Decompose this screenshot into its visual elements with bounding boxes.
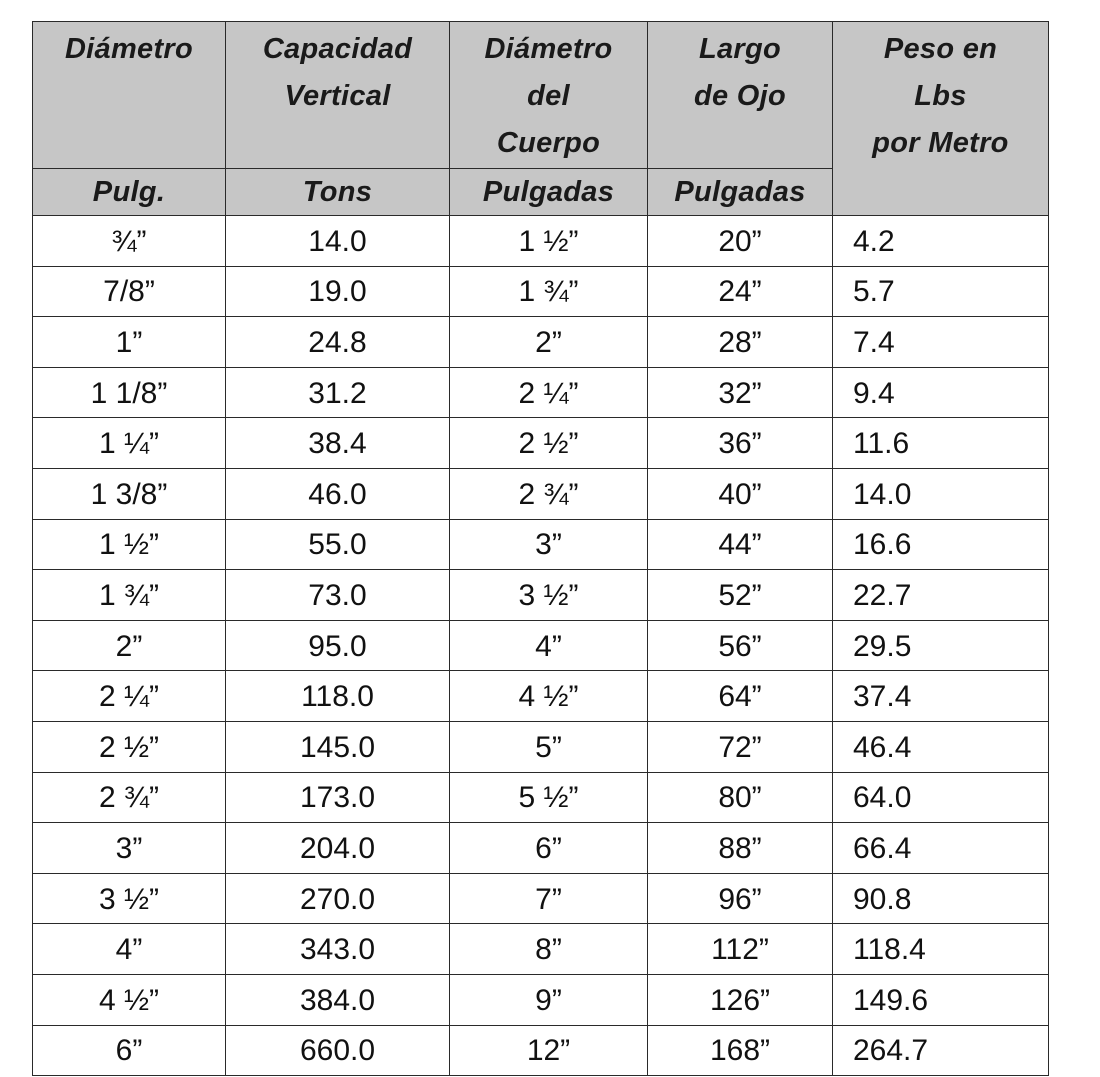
- header-body-diameter: [450, 22, 648, 169]
- cell-diameter: 2 ¼”: [33, 671, 226, 722]
- table-row: [33, 317, 1049, 368]
- header-weight-line: Peso en: [883, 33, 998, 65]
- cell-body-diameter: 2 ¾”: [450, 468, 648, 519]
- cell-diameter: ¾”: [33, 216, 226, 267]
- table-row: [33, 823, 1049, 874]
- cell-weight: 14.0: [833, 468, 1049, 519]
- cell-body-diameter: 4 ½”: [450, 671, 648, 722]
- header-eye-length-line: Largo: [698, 33, 782, 65]
- cell-diameter: 4 ½”: [33, 974, 226, 1025]
- cell-diameter: 4”: [33, 924, 226, 975]
- cell-body-diameter: 2”: [450, 317, 648, 368]
- cell-body-diameter: 9”: [450, 974, 648, 1025]
- header-row-titles: [33, 22, 1049, 169]
- cell-body-diameter: 1 ½”: [450, 216, 648, 267]
- cell-weight: 9.4: [833, 367, 1049, 418]
- cell-capacity: 46.0: [226, 468, 450, 519]
- header-body-diameter-line: Cuerpo: [496, 127, 601, 159]
- cell-capacity: 173.0: [226, 772, 450, 823]
- cell-weight: 7.4: [833, 317, 1049, 368]
- cell-diameter: 7/8”: [33, 266, 226, 317]
- cell-body-diameter: 12”: [450, 1025, 648, 1076]
- header-weight: [833, 22, 1049, 216]
- cell-body-diameter: 2 ¼”: [450, 367, 648, 418]
- header-capacity-line: Vertical: [284, 80, 391, 112]
- table-row: [33, 519, 1049, 570]
- cell-weight: 66.4: [833, 823, 1049, 874]
- table-row: [33, 418, 1049, 469]
- cell-diameter: 2 ½”: [33, 721, 226, 772]
- cell-weight: 64.0: [833, 772, 1049, 823]
- cell-diameter: 1 1/8”: [33, 367, 226, 418]
- cell-diameter: 1 3/8”: [33, 468, 226, 519]
- cell-body-diameter: 3 ½”: [450, 570, 648, 621]
- cell-capacity: 660.0: [226, 1025, 450, 1076]
- header-eye-length-line: de Ojo: [693, 80, 787, 112]
- cell-body-diameter: 5”: [450, 721, 648, 772]
- table-row: [33, 570, 1049, 621]
- cell-capacity: 384.0: [226, 974, 450, 1025]
- cell-weight: 22.7: [833, 570, 1049, 621]
- cell-body-diameter: 1 ¾”: [450, 266, 648, 317]
- cell-capacity: 73.0: [226, 570, 450, 621]
- cell-capacity: 31.2: [226, 367, 450, 418]
- cell-body-diameter: 6”: [450, 823, 648, 874]
- table-row: [33, 1025, 1049, 1076]
- cell-eye-length: 72”: [648, 721, 833, 772]
- sling-spec-table: [32, 21, 1049, 1076]
- cell-eye-length: 52”: [648, 570, 833, 621]
- cell-body-diameter: 7”: [450, 873, 648, 924]
- cell-diameter: 2 ¾”: [33, 772, 226, 823]
- header-capacity: [226, 22, 450, 169]
- table-row: [33, 974, 1049, 1025]
- cell-eye-length: 112”: [648, 924, 833, 975]
- cell-eye-length: 36”: [648, 418, 833, 469]
- cell-eye-length: 56”: [648, 620, 833, 671]
- cell-diameter: 6”: [33, 1025, 226, 1076]
- table-row: [33, 216, 1049, 267]
- cell-diameter: 2”: [33, 620, 226, 671]
- cell-weight: 11.6: [833, 418, 1049, 469]
- table-header: [33, 22, 1049, 216]
- cell-eye-length: 44”: [648, 519, 833, 570]
- cell-eye-length: 168”: [648, 1025, 833, 1076]
- cell-body-diameter: 4”: [450, 620, 648, 671]
- cell-eye-length: 28”: [648, 317, 833, 368]
- header-body-diameter-line: del: [527, 80, 570, 112]
- cell-weight: 16.6: [833, 519, 1049, 570]
- cell-capacity: 343.0: [226, 924, 450, 975]
- cell-weight: 90.8: [833, 873, 1049, 924]
- cell-capacity: 270.0: [226, 873, 450, 924]
- unit-body-diameter: Pulgadas: [450, 169, 648, 216]
- unit-eye-length: Pulgadas: [648, 169, 833, 216]
- header-weight-line: Lbs: [914, 80, 967, 112]
- cell-eye-length: 32”: [648, 367, 833, 418]
- header-diameter-line: Diámetro: [64, 33, 194, 65]
- cell-eye-length: 24”: [648, 266, 833, 317]
- table-row: [33, 620, 1049, 671]
- cell-eye-length: 96”: [648, 873, 833, 924]
- cell-diameter: 1 ½”: [33, 519, 226, 570]
- cell-eye-length: 80”: [648, 772, 833, 823]
- header-weight-line: por Metro: [872, 127, 1009, 159]
- cell-capacity: 145.0: [226, 721, 450, 772]
- table-row: [33, 671, 1049, 722]
- cell-diameter: 3”: [33, 823, 226, 874]
- table-row: [33, 924, 1049, 975]
- cell-eye-length: 20”: [648, 216, 833, 267]
- cell-weight: 149.6: [833, 974, 1049, 1025]
- cell-capacity: 95.0: [226, 620, 450, 671]
- cell-capacity: 204.0: [226, 823, 450, 874]
- table-row: [33, 873, 1049, 924]
- cell-eye-length: 40”: [648, 468, 833, 519]
- cell-weight: 4.2: [833, 216, 1049, 267]
- cell-weight: 5.7: [833, 266, 1049, 317]
- header-diameter: [33, 22, 226, 169]
- table-row: [33, 468, 1049, 519]
- cell-diameter: 3 ½”: [33, 873, 226, 924]
- cell-eye-length: 64”: [648, 671, 833, 722]
- cell-capacity: 38.4: [226, 418, 450, 469]
- cell-eye-length: 126”: [648, 974, 833, 1025]
- cell-capacity: 19.0: [226, 266, 450, 317]
- unit-diameter: Pulg.: [33, 169, 226, 216]
- cell-body-diameter: 5 ½”: [450, 772, 648, 823]
- cell-weight: 264.7: [833, 1025, 1049, 1076]
- unit-capacity: Tons: [226, 169, 450, 216]
- cell-capacity: 118.0: [226, 671, 450, 722]
- table-body: [33, 216, 1049, 1076]
- cell-body-diameter: 3”: [450, 519, 648, 570]
- table-row: [33, 266, 1049, 317]
- cell-body-diameter: 8”: [450, 924, 648, 975]
- cell-weight: 29.5: [833, 620, 1049, 671]
- cell-diameter: 1 ¼”: [33, 418, 226, 469]
- table-row: [33, 721, 1049, 772]
- cell-weight: 46.4: [833, 721, 1049, 772]
- header-eye-length: [648, 22, 833, 169]
- cell-body-diameter: 2 ½”: [450, 418, 648, 469]
- header-body-diameter-line: Diámetro: [484, 33, 613, 65]
- cell-weight: 118.4: [833, 924, 1049, 975]
- table-row: [33, 772, 1049, 823]
- cell-capacity: 55.0: [226, 519, 450, 570]
- cell-diameter: 1”: [33, 317, 226, 368]
- cell-diameter: 1 ¾”: [33, 570, 226, 621]
- cell-capacity: 14.0: [226, 216, 450, 267]
- cell-weight: 37.4: [833, 671, 1049, 722]
- table-row: [33, 367, 1049, 418]
- cell-capacity: 24.8: [226, 317, 450, 368]
- header-capacity-line: Capacidad: [262, 33, 413, 65]
- cell-eye-length: 88”: [648, 823, 833, 874]
